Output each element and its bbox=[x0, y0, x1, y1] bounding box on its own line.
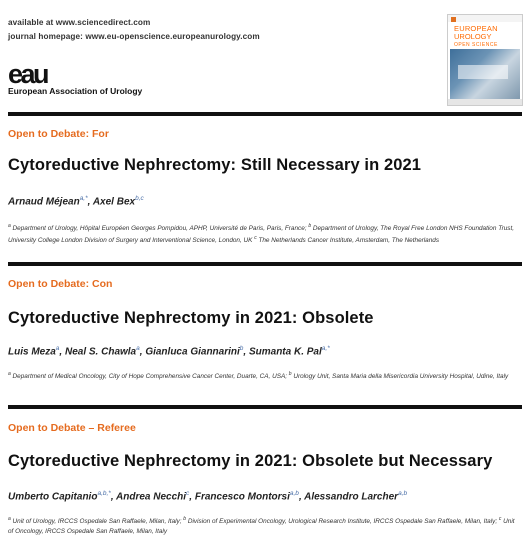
affiliation-text: Department of Urology, Hôpital Européen Georges Pompidou, APHP, Université de Paris, Paris, France; bbox=[10, 225, 309, 233]
eau-logo-name: European Association of Urology bbox=[8, 86, 143, 96]
cover-photo-highlight bbox=[458, 65, 508, 79]
author-name: Arnaud Méjean bbox=[8, 196, 80, 208]
author-affiliation-sup: a,b bbox=[398, 490, 408, 497]
article-kicker: Open to Debate – Referee bbox=[8, 422, 136, 434]
affiliation-sup: a bbox=[8, 371, 11, 377]
article-authors bbox=[8, 345, 330, 357]
author-separator: , bbox=[189, 491, 195, 503]
article-title: Cytoreductive Nephrectomy: Still Necessary in 2021 bbox=[8, 156, 422, 174]
available-at-text: available at www.sciencedirect.com bbox=[8, 18, 151, 27]
author-affiliation-sup: b bbox=[239, 345, 244, 352]
author-separator: , bbox=[87, 196, 93, 208]
affiliation-text: Division of Experimental Oncology, Urological Research Institute, IRCCS Ospedale San Raffaele, Milan, Italy; bbox=[186, 518, 499, 526]
publisher-mark-icon bbox=[451, 17, 456, 22]
author-name: Sumanta K. Pal bbox=[248, 346, 322, 358]
article-authors bbox=[8, 195, 144, 207]
cover-footer-bar bbox=[448, 99, 522, 105]
author-affiliation-sup: c bbox=[186, 490, 190, 497]
author-name: Luis Meza bbox=[8, 346, 56, 358]
journal-cover-image bbox=[447, 14, 523, 106]
author-name: Gianluca Giannarini bbox=[145, 346, 240, 358]
article-authors bbox=[8, 490, 407, 502]
author-name: Axel Bex bbox=[92, 196, 136, 208]
author-name: Andrea Necchi bbox=[116, 491, 187, 503]
section-rule bbox=[8, 405, 522, 409]
article-affiliations bbox=[8, 370, 520, 382]
affiliation-sup: a bbox=[8, 223, 11, 229]
author-affiliation-sup: b,c bbox=[135, 195, 144, 202]
author-affiliation-sup: a bbox=[136, 345, 140, 352]
affiliation-text: Urology Unit, Santa Maria della Misericordia University Hospital, Udine, Italy bbox=[291, 373, 509, 381]
author-separator: , bbox=[243, 346, 249, 358]
author-name: Alessandro Larcher bbox=[304, 491, 399, 503]
affiliation-sup: c bbox=[254, 234, 257, 241]
author-affiliation-sup: a,b bbox=[289, 490, 299, 497]
affiliation-sup: b bbox=[308, 223, 312, 229]
author-name: Neal S. Chawla bbox=[64, 346, 137, 358]
author-affiliation-sup: a,* bbox=[321, 345, 330, 352]
author-separator: , bbox=[110, 491, 117, 503]
affiliation-text: Department of Medical Oncology, City of Hope Comprehensive Cancer Center, Duarte, CA, USA; bbox=[10, 373, 289, 381]
section-rule bbox=[8, 262, 522, 266]
journal-homepage-line bbox=[8, 32, 260, 41]
affiliation-sup: c bbox=[498, 516, 502, 522]
author-separator: , bbox=[59, 346, 65, 358]
affiliation-sup: b bbox=[183, 516, 187, 522]
cover-title-line1: EUROPEAN bbox=[454, 24, 498, 33]
author-affiliation-sup: a bbox=[55, 345, 60, 352]
affiliation-text: The Netherlands Cancer Institute, Amsterdam, The Netherlands bbox=[256, 236, 440, 244]
article-kicker: Open to Debate: Con bbox=[8, 278, 113, 290]
eau-logo-mark: eau bbox=[8, 59, 48, 89]
article-affiliations bbox=[8, 222, 520, 245]
article-title: Cytoreductive Nephrectomy in 2021: Obsolete bbox=[8, 309, 374, 327]
affiliation-sup: a bbox=[8, 516, 11, 522]
affiliation-text: Department of Urology, The Royal Free London NHS Foundation Trust, University College London Division of Surgery and Interventional Science, London, UK bbox=[8, 225, 515, 244]
cover-title-line2: UROLOGY bbox=[454, 32, 492, 41]
affiliation-sup: b bbox=[288, 371, 292, 377]
article-title: Cytoreductive Nephrectomy in 2021: Obsolete but Necessary bbox=[8, 452, 493, 470]
journal-homepage-text: journal homepage: www.eu-openscience.europeanurology.com bbox=[8, 32, 260, 41]
author-name: Francesco Montorsi bbox=[194, 491, 290, 503]
author-separator: , bbox=[298, 491, 305, 503]
cover-title-line3: OPEN SCIENCE bbox=[454, 42, 498, 48]
affiliation-text: Unit of Urology, IRCCS Ospedale San Raffaele, Milan, Italy; bbox=[10, 518, 184, 526]
section-rule bbox=[8, 112, 522, 116]
affiliation-text: Unit of Oncology, IRCCS Ospedale San Raffaele, Milan, Italy bbox=[8, 518, 515, 535]
eau-logo bbox=[8, 59, 143, 96]
author-affiliation-sup: a,b,* bbox=[97, 490, 111, 497]
author-affiliation-sup: a,* bbox=[79, 195, 88, 202]
available-at-line bbox=[8, 18, 150, 27]
article-kicker: Open to Debate: For bbox=[8, 128, 109, 140]
article-affiliations bbox=[8, 515, 520, 536]
author-name: Umberto Capitanio bbox=[8, 491, 98, 503]
author-separator: , bbox=[139, 346, 146, 358]
